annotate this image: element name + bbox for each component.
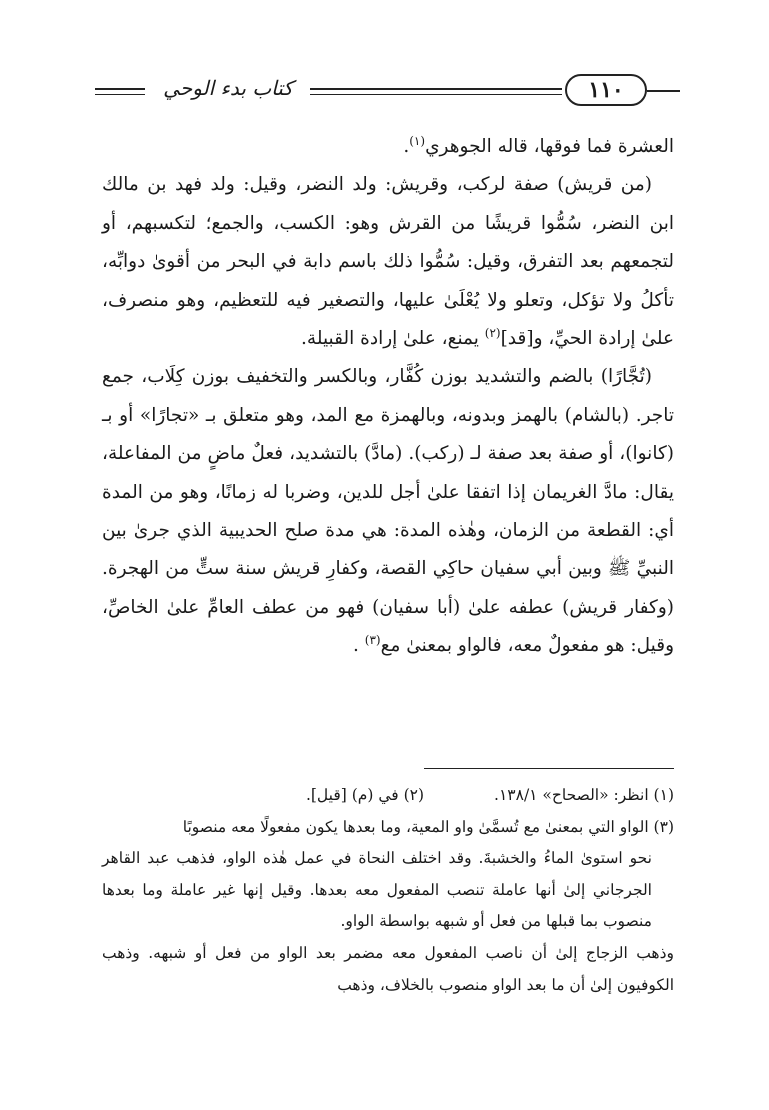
footnotes [102,780,674,1001]
header-rule-middle-upper [310,88,562,90]
page-number: ١١٠ [565,74,647,106]
header-rule-middle-lower [310,94,562,95]
footnote-3-tail: وذهب الزجاج إلىٰ أن ناصب المفعول معه مضمر بعد الواو من فعل أو شبهه. وذهب الكوفيون إلىٰ أن ما بعد الواو منصوب بالخلاف، وذهب [102,943,674,994]
footnote-3 [102,812,674,1002]
running-title: كتاب بدء الوحي [163,76,293,100]
header-rule-left-lower [95,94,145,95]
page-header [95,68,680,112]
footnote-ref-3: (٣) [364,633,381,648]
footnote-ref-1: (١) [409,133,426,148]
paragraph-2: (من قريش) صفة لركب، وقريش: ولد النضر، وقيل: ولد فهد بن مالك ابن النضر، سُمُّوا قريشًا من القرش وهو: الكسب، والجمع؛ لتكسبهم، أو لتجمعهم بعد التفرق، وقيل: سُمُّوا ذلك باسم دابة في البحر من أقوىٰ دوابِّه، تأكلُ ولا تؤكل، وتعلو ولا يُعْلَىٰ عليها، والتصغير فيه للتعظيم، وهو منصرف، علىٰ إرادة الحيِّ، و[قد]$^{(٢)}$ يمنع، علىٰ إرادة القبيلة. [102,174,674,350]
header-rule-right [647,90,680,92]
paragraph-3: (تُجَّارًا) بالضم والتشديد بوزن كُفَّار، وبالكسر والتخفيف بوزن كِلَاب، جمع تاجر. (بالشام) بالهمز وبدونه، وبالهمزة مع المد، وهو متعلق بـ «تجارًا» أو بـ (كانوا)، أو صفة بعد صفة لـ (ركب). (مادَّ) بالتشديد، فعلٌ ماضٍ من المفاعلة، يقال: مادَّ الغريمان إذا اتفقا علىٰ أجل للدين، وضربا له زمانًا، وهو من المدة أي: القطعة من الزمان، وهٰذه المدة: هي مدة صلح الحديبية الذي جرىٰ بين النبيِّ ﷺ وبين أبي سفيان حاكِي القصة، وكفارِ قريش سنة ستٍّ من الهجرة. (وكفار قريش) عطفه علىٰ (أبا سفيان) فهو من عطف العامِّ علىٰ الخاصِّ، وقيل: هو مفعولٌ معه، فالواو بمعنىٰ مع$^{(٣)}$ . [102,366,674,657]
footnote-2: (٢) في (م) [قيل]. [305,786,425,804]
footnote-1: (١) انظر: «الصحاح» ١٣٨/١. [494,786,674,804]
footnote-separator [424,768,674,769]
header-rule-left-upper [95,88,145,90]
footnote-3-first: (٣) الواو التي بمعنىٰ مع تُسمَّىٰ واو المعية، وما بعدها يكون مفعولًا معه منصوبًا [182,817,674,836]
footnote-3-continued: نحو استوىٰ الماءُ والخشبةَ. وقد اختلف النحاة في عمل هٰذه الواو، فذهب عبد القاهر الجرجاني إلىٰ أنها عاملة تنصب المفعول معه بعدها. وقيل إنها غير عاملة وما بعدها منصوب بما قبلها من فعل أو شبهه بواسطة الواو. [102,849,652,931]
footnote-row-1-2 [102,780,674,812]
body-text [102,128,674,666]
footnote-ref-2: (٢) [484,325,501,340]
paragraph-1: العشرة فما فوقها، قاله الجوهري$^{(١)}$. [403,133,674,157]
